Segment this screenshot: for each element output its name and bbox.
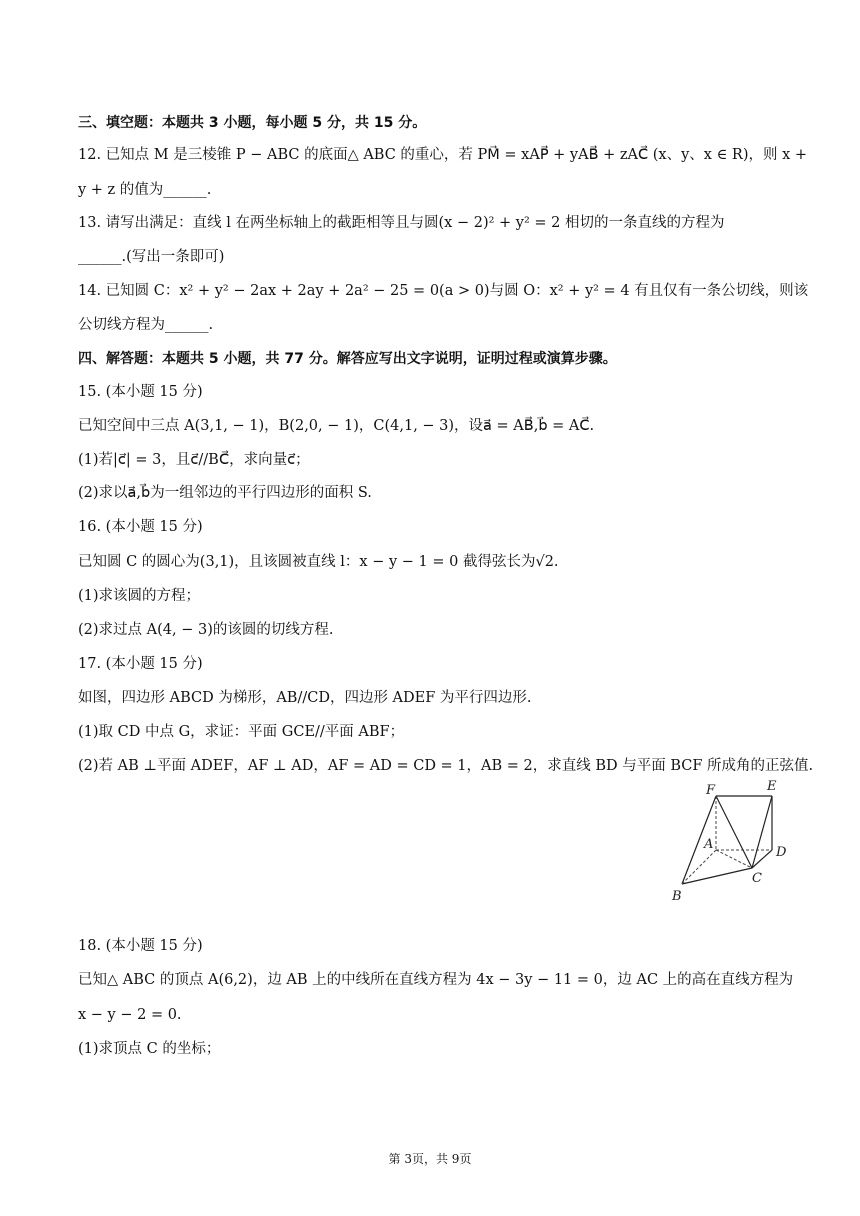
label-B: B <box>672 889 682 904</box>
question-16-part-2: (2)求过点 A(4, − 3)的该圆的切线方程. <box>78 622 334 638</box>
question-16-stem: 已知圆 C 的圆心为(3,1)，且该圆被直线 l：x − y − 1 = 0 截得弦长为√2. <box>78 554 559 570</box>
question-17-part-1: (1)取 CD 中点 G，求证：平面 GCE//平面 ABF； <box>78 724 405 740</box>
label-F: F <box>706 783 716 798</box>
question-18-part-1: (1)求顶点 C 的坐标； <box>78 1041 221 1057</box>
question-17-stem: 如图，四边形 ABCD 为梯形，AB//CD，四边形 ADEF 为平行四边形. <box>78 690 532 706</box>
question-17-header: 17. (本小题 15 分) <box>78 656 203 672</box>
question-12-line-1: 12. 已知点 M 是三棱锥 P − ABC 的底面△ ABC 的重心，若 PM⃗ = xAP⃗ + yAB⃗ + zAC⃗ (x、y、x ∈ R)，则 x + <box>78 147 808 163</box>
geometry-figure <box>668 776 792 906</box>
question-18-header: 18. (本小题 15 分) <box>78 938 203 954</box>
question-13-line-1: 13. 请写出满足：直线 l 在两坐标轴上的截距相等且与圆(x − 2)² + y² = 2 相切的一条直线的方程为 <box>78 215 725 231</box>
question-12-line-2: y + z 的值为______. <box>78 182 212 198</box>
edge-EC <box>752 796 772 868</box>
edge-BC <box>682 868 752 884</box>
section-heading-solve: 四、解答题：本题共 5 小题，共 77 分。解答应写出文字说明，证明过程或演算步骤。 <box>78 351 617 367</box>
question-15-stem: 已知空间中三点 A(3,1, − 1)，B(2,0, − 1)，C(4,1, − 3)，设a⃗ = AB⃗,b⃗ = AC⃗. <box>78 418 595 434</box>
question-17-part-2: (2)若 AB ⊥平面 ADEF，AF ⊥ AD，AF = AD = CD = 1，AB = 2，求直线 BD 与平面 BCF 所成角的正弦值. <box>78 758 814 774</box>
question-15-part-1: (1)若|c⃗| = 3，且c⃗//BC⃗，求向量c⃗； <box>78 452 310 468</box>
question-15-part-2: (2)求以a⃗,b⃗为一组邻边的平行四边形的面积 S. <box>78 485 372 501</box>
page-footer: 第 3页，共 9页 <box>388 1152 472 1166</box>
label-D: D <box>776 845 787 860</box>
edge-AB-hidden <box>682 850 716 884</box>
question-15-header: 15. (本小题 15 分) <box>78 384 203 400</box>
question-16-header: 16. (本小题 15 分) <box>78 519 203 535</box>
label-E: E <box>767 779 777 794</box>
edge-FC <box>716 796 752 868</box>
question-13-line-2: ______.(写出一条即可) <box>78 249 225 265</box>
question-16-part-1: (1)求该圆的方程； <box>78 588 201 604</box>
label-C: C <box>752 871 762 886</box>
question-14-line-2: 公切线方程为______. <box>78 317 214 333</box>
edge-AC-hidden <box>716 850 752 868</box>
label-A: A <box>704 837 714 852</box>
question-18-stem-line-2: x − y − 2 = 0. <box>78 1007 182 1023</box>
question-18-stem-line-1: 已知△ ABC 的顶点 A(6,2)，边 AB 上的中线所在直线方程为 4x − 3y − 11 = 0，边 AC 上的高在直线方程为 <box>78 972 794 988</box>
question-14-line-1: 14. 已知圆 C：x² + y² − 2ax + 2ay + 2a² − 25 = 0(a > 0)与圆 O：x² + y² = 4 有且仅有一条公切线，则该 <box>78 283 809 299</box>
section-heading-fill-in: 三、填空题：本题共 3 小题，每小题 5 分，共 15 分。 <box>78 115 427 131</box>
